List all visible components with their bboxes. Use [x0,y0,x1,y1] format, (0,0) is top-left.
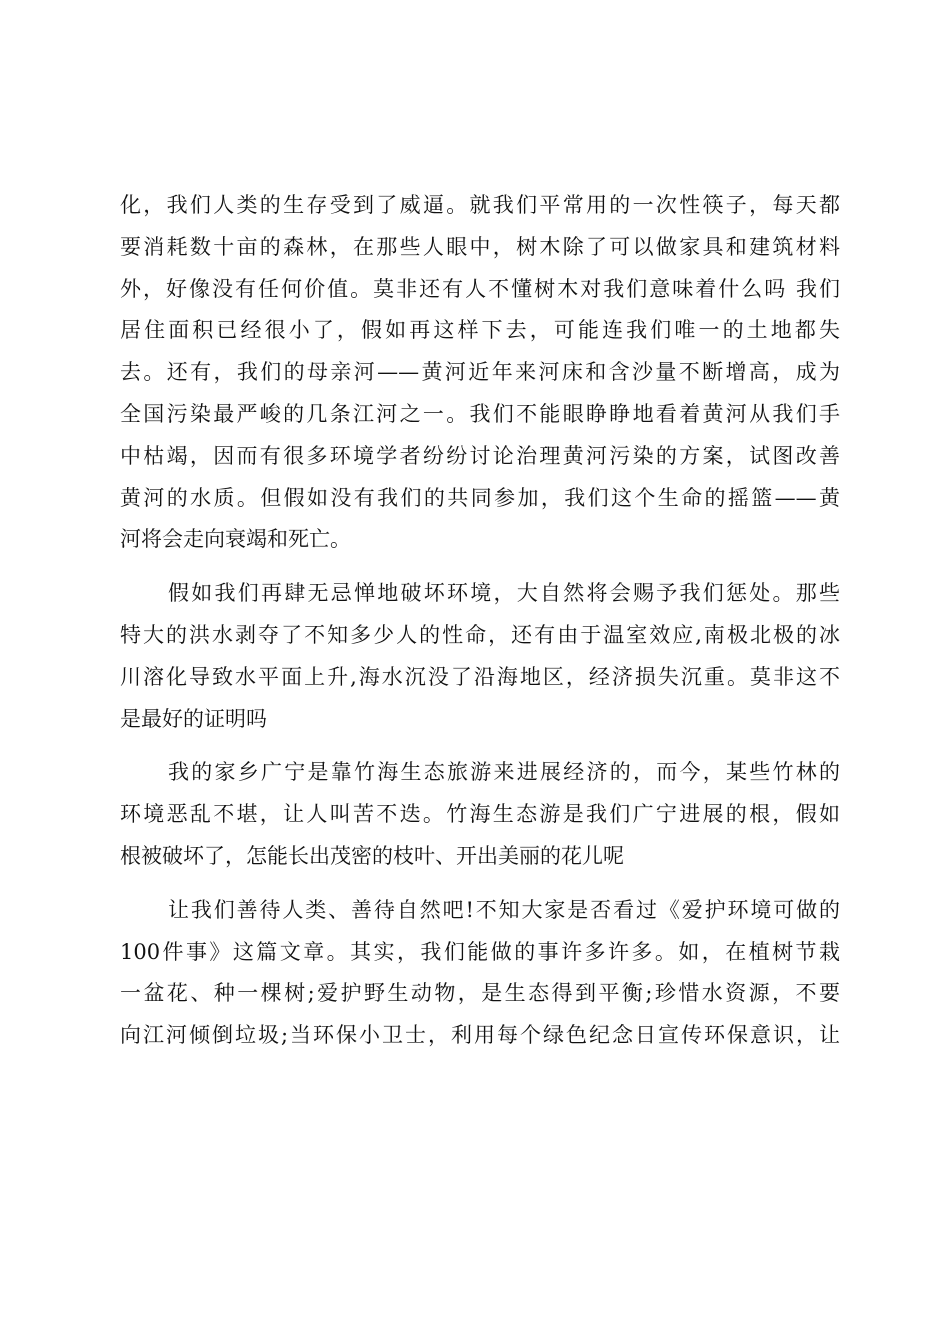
text-line: 向江河倾倒垃圾;当环保小卫士，利用每个绿色纪念日宣传环保意识，让 [120,1023,840,1048]
text-line: 假如我们再肆无忌惮地破坏环境，大自然将会赐予我们惩处。那些 [168,581,840,606]
document-body [120,185,840,1057]
text-line: 让我们善待人类、善待自然吧!不知大家是否看过《爱护环境可做的 [168,897,840,922]
text-line: 100件事》这篇文章。其实，我们能做的事许多许多。如，在植树节栽 [120,939,840,964]
text-line: 根被破坏了，怎能长出茂密的枝叶、开出美丽的花儿呢 [120,843,624,868]
text-line: 中枯竭，因而有很多环境学者纷纷讨论治理黄河污染的方案，试图改善 [120,443,840,468]
text-line: 居住面积已经很小了，假如再这样下去，可能连我们唯一的土地都失 [120,318,840,343]
paragraph-1 [120,185,840,561]
paragraph-3 [120,752,840,877]
text-line: 黄河的水质。但假如没有我们的共同参加，我们这个生命的摇篮——黄 [120,485,840,510]
text-line: 川溶化导致水平面上升,海水沉没了沿海地区，经济损失沉重。莫非这不 [120,664,840,689]
text-line: 要消耗数十亩的森林，在那些人眼中，树木除了可以做家具和建筑材料 [120,234,840,259]
text-line: 外，好像没有任何价值。莫非还有人不懂树木对我们意味着什么吗 我们 [120,276,840,301]
text-line: 河将会走向衰竭和死亡。 [120,527,351,552]
text-line: 全国污染最严峻的几条江河之一。我们不能眼睁睁地看着黄河从我们手 [120,401,840,426]
text-line: 环境恶乱不堪，让人叫苦不迭。竹海生态游是我们广宁进展的根，假如 [120,802,840,827]
text-line: 是最好的证明吗 [120,706,267,731]
text-line: 我的家乡广宁是靠竹海生态旅游来进展经济的，而今，某些竹林的 [168,760,840,785]
text-line: 化，我们人类的生存受到了威逼。就我们平常用的一次性筷子，每天都 [120,193,840,217]
text-line: 去。还有，我们的母亲河——黄河近年来河床和含沙量不断增高，成为 [120,360,840,385]
paragraph-2 [120,573,840,740]
text-line: 一盆花、种一棵树;爱护野生动物，是生态得到平衡;珍惜水资源，不要 [120,981,840,1006]
text-line: 特大的洪水剥夺了不知多少人的性命，还有由于温室效应,南极北极的冰 [120,622,840,647]
paragraph-4 [120,890,840,1057]
